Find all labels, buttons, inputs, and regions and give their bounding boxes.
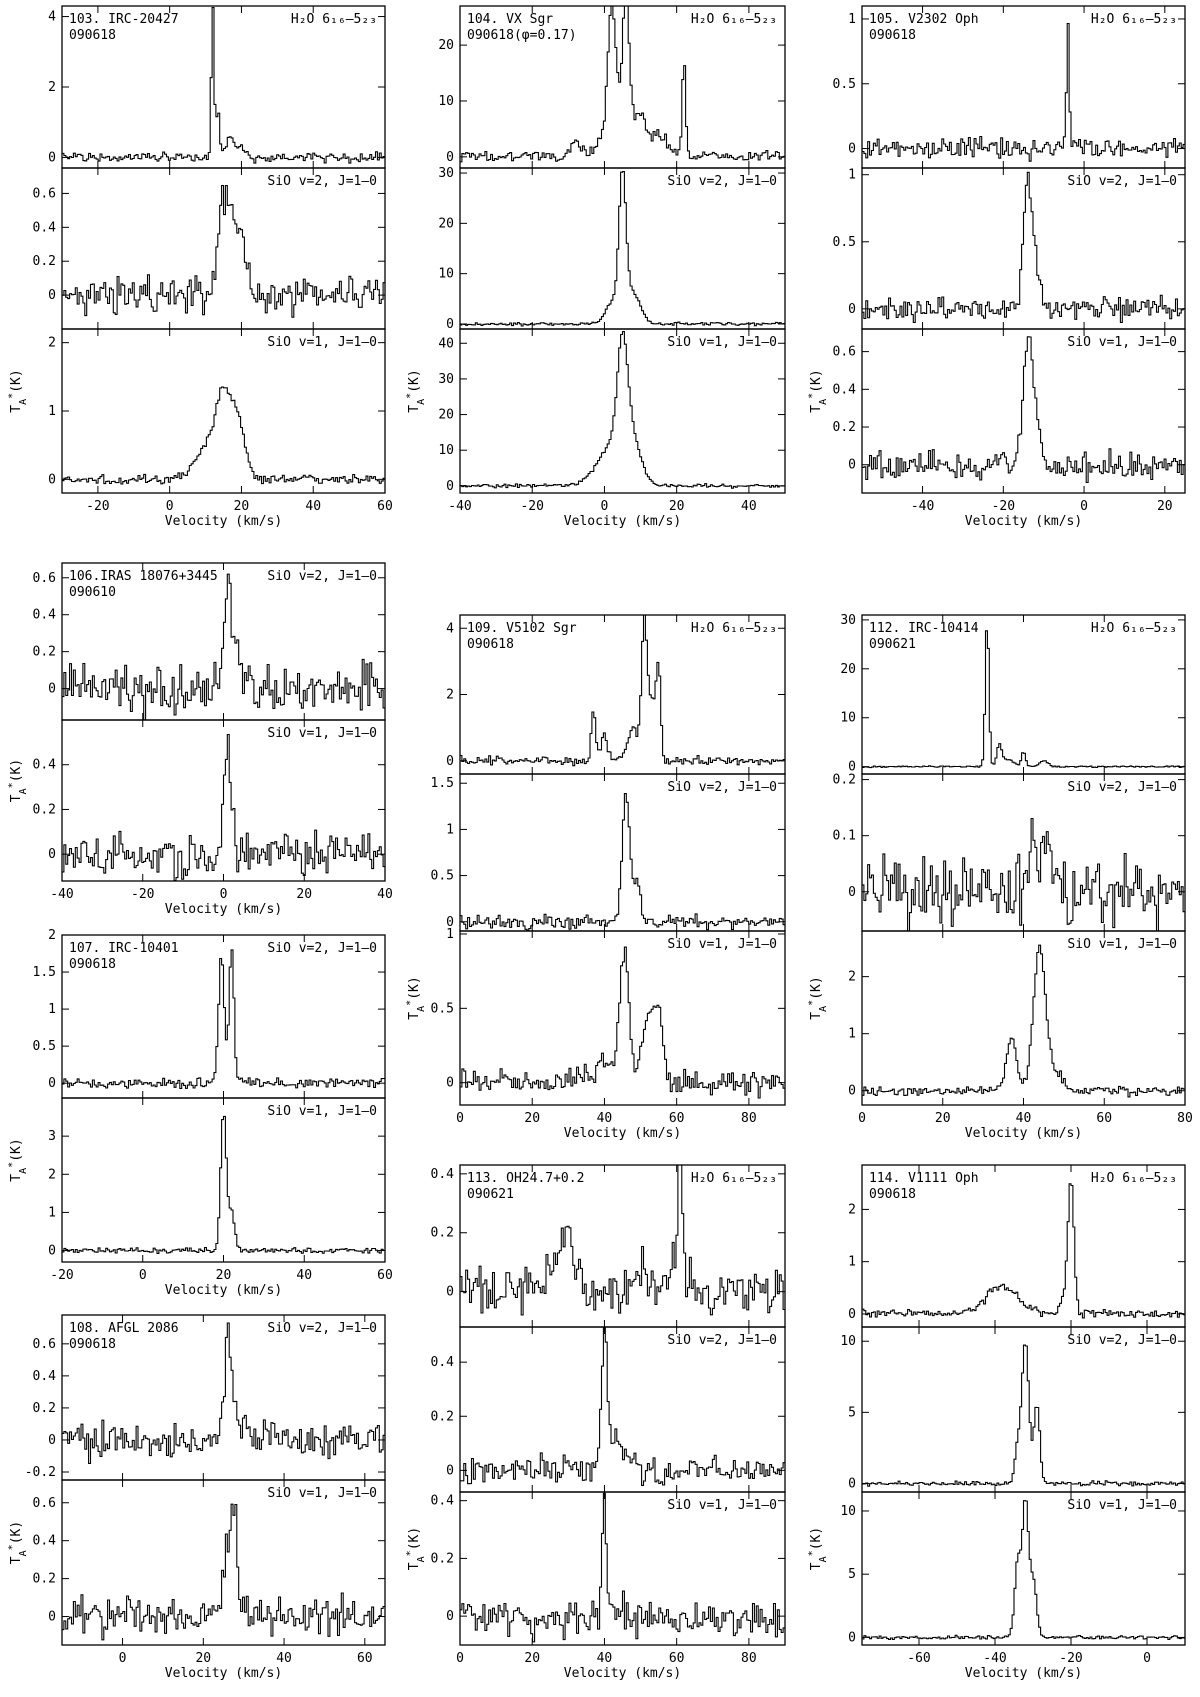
panel-113-1 (431, 1165, 785, 1327)
transition-label: H₂O 6₁₆–5₂₃ (1090, 621, 1177, 636)
spectrum-trace (460, 1327, 785, 1485)
observation-date: 090618 (869, 28, 916, 43)
y-tick-label: 0.6 (832, 344, 856, 360)
spectrum-trace (460, 332, 785, 489)
x-tick-label: 20 (524, 1651, 541, 1666)
y-tick-label: 0.1 (832, 828, 856, 844)
transition-label: SiO v=1, J=1–0 (667, 937, 777, 952)
transition-label: SiO v=1, J=1–0 (267, 1486, 377, 1501)
spectrum-trace (862, 24, 1185, 162)
x-axis-label: Velocity (km/s) (563, 1126, 682, 1141)
panel-105-2 (833, 168, 1185, 329)
spectrum-trace (460, 794, 785, 931)
panel-109-1 (446, 615, 785, 774)
y-tick-label: 2 (446, 687, 454, 703)
y-tick-label: 0 (446, 1075, 454, 1091)
source-name: 112. IRC-10414 (869, 621, 979, 636)
y-tick-label: 0.2 (430, 1551, 454, 1567)
spectrum-block-114 (807, 1165, 1186, 1681)
spectrum-trace (862, 172, 1185, 322)
transition-label: SiO v=2, J=1–0 (667, 780, 777, 795)
y-tick-label: 0 (446, 914, 454, 930)
y-tick-label: 0.2 (32, 254, 56, 270)
panel-103-2 (33, 168, 385, 329)
y-tick-label: 5 (848, 1567, 856, 1583)
x-tick-label: 80 (741, 1111, 757, 1126)
spectrum-trace (62, 1116, 385, 1253)
y-tick-label: -0.2 (24, 1464, 56, 1480)
y-tick-label: 30 (438, 166, 454, 182)
x-axis-label: Velocity (km/s) (164, 902, 283, 917)
x-tick-label: 0 (600, 499, 609, 514)
x-tick-label: 20 (195, 1651, 212, 1666)
y-tick-label: 0.2 (32, 644, 56, 660)
transition-label: H₂O 6₁₆–5₂₃ (1090, 1171, 1177, 1186)
x-tick-label: 20 (1156, 499, 1173, 514)
y-tick-label: 0 (446, 1284, 454, 1300)
x-tick-label: 20 (233, 499, 250, 514)
x-axis-label: Velocity (km/s) (164, 1666, 283, 1681)
spectrum-trace (460, 1493, 785, 1641)
y-tick-label: 1 (446, 822, 454, 838)
x-tick-label: 20 (296, 887, 313, 902)
x-tick-label: 20 (215, 1268, 232, 1283)
y-tick-label: 0 (446, 478, 454, 494)
y-tick-label: 0 (848, 759, 856, 775)
source-name: 109. V5102 Sgr (467, 621, 577, 636)
y-tick-label: 30 (840, 612, 856, 628)
x-tick-label: -20 (520, 499, 544, 514)
y-tick-label: 30 (438, 371, 454, 387)
observation-date: 090618 (869, 1187, 916, 1202)
panel-108-2 (33, 1480, 385, 1681)
panel-109-2 (431, 774, 785, 931)
spectrum-block-113 (405, 1165, 786, 1681)
y-tick-label: 1 (48, 404, 56, 419)
panel-106-2 (33, 720, 393, 917)
observation-date: 090618(φ=0.17) (467, 28, 577, 43)
y-tick-label: 0.4 (32, 1368, 56, 1384)
transition-label: SiO v=2, J=1–0 (1067, 780, 1177, 795)
source-name: 103. IRC-20427 (69, 12, 179, 27)
y-tick-label: 10 (840, 1503, 856, 1519)
source-name: 107. IRC-10401 (69, 941, 179, 956)
spectrum-block-103 (7, 6, 393, 529)
transition-label: SiO v=2, J=1–0 (667, 174, 777, 189)
y-tick-label: 0.4 (32, 1533, 56, 1549)
spectrum-trace (62, 1504, 385, 1640)
y-tick-label: 0.4 (430, 1493, 454, 1509)
y-tick-label: 0.5 (832, 234, 856, 250)
y-tick-label: 0 (848, 1083, 856, 1099)
y-tick-label: 2 (848, 1202, 856, 1218)
source-name: 105. V2302 Oph (869, 12, 979, 27)
x-tick-label: 80 (1177, 1111, 1193, 1126)
spectrum-trace (862, 1345, 1185, 1486)
y-tick-label: 10 (840, 710, 856, 726)
y-tick-label: 1 (446, 926, 454, 942)
panel-109-3 (431, 927, 785, 1141)
x-tick-label: 40 (296, 1268, 313, 1283)
spectrum-block-107 (7, 928, 393, 1298)
panel-frame (62, 1480, 385, 1645)
x-tick-label: 20 (668, 499, 685, 514)
y-tick-label: 3 (48, 1129, 56, 1145)
spectrum-trace (460, 172, 785, 326)
x-tick-label: 60 (668, 1651, 685, 1666)
y-axis-label: $T_A^*(K)$ (806, 369, 829, 413)
y-tick-label: 0 (848, 884, 856, 900)
panel-112-2 (833, 773, 1185, 931)
observation-date: 090618 (69, 28, 116, 43)
spectrum-block-108 (7, 1315, 386, 1681)
x-tick-label: 20 (524, 1111, 541, 1126)
y-tick-label: 0 (48, 288, 56, 304)
spectrum-trace (862, 1501, 1185, 1640)
x-tick-label: 0 (138, 1268, 147, 1283)
transition-label: H₂O 6₁₆–5₂₃ (690, 12, 777, 27)
y-tick-label: 2 (48, 80, 56, 95)
panel-frame (460, 1327, 785, 1492)
spectrum-block-109 (405, 615, 786, 1141)
panel-104-2 (438, 166, 785, 332)
y-tick-label: 40 (438, 336, 454, 352)
y-tick-label: 4 (446, 621, 454, 637)
y-tick-label: 0 (446, 149, 454, 165)
y-tick-label: 0 (48, 1432, 56, 1448)
x-tick-label: -60 (907, 1651, 931, 1666)
x-axis-label: Velocity (km/s) (964, 514, 1083, 529)
panel-103-1 (48, 6, 385, 168)
spectrum-trace (862, 1184, 1185, 1318)
panel-frame (460, 329, 785, 493)
transition-label: SiO v=2, J=1–0 (667, 1333, 777, 1348)
y-tick-label: 0 (48, 1243, 56, 1259)
y-tick-label: 4 (48, 9, 56, 25)
y-tick-label: 0 (848, 457, 856, 473)
transition-label: SiO v=2, J=1–0 (1067, 1333, 1177, 1348)
x-tick-label: 40 (305, 499, 322, 514)
transition-label: H₂O 6₁₆–5₂₃ (690, 621, 777, 636)
panel-114-2 (840, 1327, 1185, 1492)
y-tick-label: 0 (446, 753, 454, 769)
y-tick-label: 0 (848, 1630, 856, 1646)
x-tick-label: 60 (1096, 1111, 1113, 1126)
y-tick-label: 0.4 (32, 607, 56, 623)
y-tick-label: 1 (848, 1026, 856, 1042)
y-tick-label: 0 (848, 1476, 856, 1492)
y-tick-label: 0.4 (430, 1166, 454, 1182)
y-tick-label: 0.2 (32, 802, 56, 818)
x-tick-label: 0 (456, 1651, 464, 1666)
y-axis-label: $T_A^*(K)$ (6, 758, 29, 803)
x-tick-label: 0 (456, 1111, 464, 1126)
y-tick-label: 0 (446, 316, 454, 332)
y-tick-label: 0 (48, 472, 56, 488)
panel-105-1 (833, 6, 1185, 168)
transition-label: SiO v=2, J=1–0 (267, 569, 377, 584)
panel-frame (460, 168, 785, 329)
panel-114-1 (848, 1165, 1185, 1327)
y-axis-label: $T_A^*(K)$ (806, 1526, 829, 1571)
x-axis-label: Velocity (km/s) (164, 1283, 283, 1298)
y-tick-label: 0.4 (430, 1355, 454, 1371)
x-tick-label: 60 (377, 499, 393, 514)
y-axis-label: $T_A^*(K)$ (6, 369, 29, 413)
x-tick-label: -20 (50, 1268, 74, 1283)
x-tick-label: 0 (165, 499, 174, 514)
spectrum-block-105 (807, 6, 1186, 529)
panel-112-3 (848, 931, 1193, 1141)
y-tick-label: 0.4 (832, 382, 856, 398)
y-tick-label: 0.2 (832, 420, 856, 436)
y-tick-label: 0.2 (832, 772, 856, 788)
y-tick-label: 0.5 (430, 1001, 454, 1017)
observation-date: 090610 (69, 585, 116, 600)
y-tick-label: 1 (848, 11, 856, 27)
y-tick-label: 2 (48, 928, 56, 943)
y-tick-label: 0.5 (430, 868, 454, 884)
x-tick-label: 0 (219, 887, 228, 902)
panel-frame (62, 1098, 385, 1262)
y-tick-label: 10 (840, 1334, 856, 1350)
y-tick-label: 0.5 (832, 76, 856, 92)
x-tick-label: 0 (1143, 1651, 1151, 1666)
x-tick-label: 80 (741, 1651, 757, 1666)
x-tick-label: -40 (50, 887, 74, 902)
panel-frame (62, 329, 385, 493)
y-tick-label: 1.5 (32, 965, 56, 981)
y-tick-label: 0.4 (32, 757, 56, 773)
x-tick-label: 0 (1080, 499, 1088, 514)
spectrum-block-106 (7, 563, 393, 917)
y-tick-label: 0 (48, 1609, 56, 1625)
panel-frame (460, 1492, 785, 1645)
transition-label: SiO v=2, J=1–0 (267, 174, 377, 189)
y-tick-label: 0.2 (32, 1571, 56, 1587)
y-tick-label: 20 (840, 661, 856, 677)
y-tick-label: 1.5 (430, 776, 454, 792)
y-tick-label: 0.4 (32, 220, 56, 236)
spectrum-trace (62, 387, 385, 484)
x-tick-label: -20 (131, 887, 155, 902)
y-tick-label: 2 (48, 335, 56, 351)
spectrum-block-104 (405, 6, 786, 529)
y-tick-label: 0.5 (32, 1039, 56, 1055)
observation-date: 090618 (69, 957, 116, 972)
panel-106-1 (33, 563, 385, 720)
x-axis-label: Velocity (km/s) (964, 1666, 1083, 1681)
y-tick-label: 0.6 (32, 570, 56, 586)
spectrum-block-112 (807, 613, 1193, 1141)
x-tick-label: 40 (741, 499, 757, 514)
y-tick-label: 1 (48, 1002, 56, 1018)
transition-label: SiO v=1, J=1–0 (267, 1104, 377, 1119)
y-tick-label: 0 (848, 1306, 856, 1322)
panel-112-1 (840, 613, 1185, 775)
source-name: 108. AFGL 2086 (69, 1321, 179, 1336)
source-name: 104. VX Sgr (467, 12, 554, 27)
panel-105-3 (833, 329, 1185, 529)
transition-label: SiO v=2, J=1–0 (267, 941, 377, 956)
x-tick-label: 40 (276, 1651, 292, 1666)
y-tick-label: 0.2 (430, 1225, 454, 1241)
y-tick-label: 0 (446, 1609, 454, 1625)
transition-label: H₂O 6₁₆–5₂₃ (690, 1171, 777, 1186)
transition-label: SiO v=1, J=1–0 (1067, 1498, 1177, 1513)
source-name: 113. OH24.7+0.2 (467, 1171, 585, 1186)
x-tick-label: 0 (858, 1111, 866, 1126)
panel-104-3 (438, 329, 785, 529)
panel-114-3 (840, 1492, 1185, 1681)
y-axis-label: $T_A^*(K)$ (806, 976, 829, 1020)
x-tick-label: 0 (118, 1651, 127, 1666)
y-axis-label: $T_A^*(K)$ (404, 369, 427, 413)
panel-108-1 (25, 1315, 385, 1480)
transition-label: H₂O 6₁₆–5₂₃ (1090, 12, 1177, 27)
panel-104-1 (438, 6, 785, 168)
y-tick-label: 0.2 (32, 1400, 56, 1416)
y-tick-label: 0 (48, 847, 56, 863)
y-tick-label: 20 (438, 216, 454, 232)
spectrum-trace (862, 945, 1185, 1097)
x-tick-label: 40 (596, 1111, 613, 1126)
panel-107-1 (33, 928, 385, 1098)
x-tick-label: 60 (356, 1651, 373, 1666)
panel-103-3 (48, 329, 393, 529)
transition-label: SiO v=1, J=1–0 (267, 726, 377, 741)
spectrum-trace (862, 337, 1185, 483)
panel-113-2 (431, 1327, 785, 1492)
y-tick-label: 1 (48, 1205, 56, 1221)
x-tick-label: 40 (596, 1651, 613, 1666)
x-axis-label: Velocity (km/s) (164, 514, 283, 529)
y-tick-label: 0 (48, 1076, 56, 1092)
transition-label: SiO v=1, J=1–0 (1067, 937, 1177, 952)
observation-date: 090618 (69, 1337, 116, 1352)
y-tick-label: 0.2 (430, 1409, 454, 1425)
x-tick-label: 40 (1015, 1111, 1032, 1126)
y-tick-label: 1 (848, 167, 856, 183)
x-tick-label: -40 (448, 499, 472, 514)
y-axis-label: $T_A^*(K)$ (6, 1138, 29, 1182)
source-name: 114. V1111 Oph (869, 1171, 979, 1186)
x-tick-label: 40 (377, 887, 393, 902)
x-axis-label: Velocity (km/s) (563, 514, 682, 529)
observation-date: 090621 (869, 637, 916, 652)
y-tick-label: 10 (438, 93, 454, 109)
transition-label: SiO v=1, J=1–0 (1067, 335, 1177, 350)
x-tick-label: -40 (983, 1651, 1007, 1666)
x-axis-label: Velocity (km/s) (563, 1666, 682, 1681)
x-tick-label: -20 (991, 499, 1016, 514)
x-tick-label: 60 (377, 1268, 393, 1283)
y-tick-label: 0.6 (32, 1495, 56, 1511)
y-axis-label: $T_A^*(K)$ (404, 1526, 427, 1571)
y-tick-label: 0 (848, 301, 856, 317)
x-tick-label: 60 (668, 1111, 685, 1126)
transition-label: SiO v=1, J=1–0 (667, 335, 777, 350)
source-name: 106.IRAS 18076+3445 (69, 569, 218, 584)
y-tick-label: 0 (446, 1463, 454, 1479)
y-tick-label: 2 (48, 1167, 56, 1183)
transition-label: SiO v=2, J=1–0 (267, 1321, 377, 1336)
observation-date: 090621 (467, 1187, 514, 1202)
y-tick-label: 2 (848, 969, 856, 985)
y-tick-label: 20 (438, 38, 454, 54)
transition-label: SiO v=2, J=1–0 (1067, 174, 1177, 189)
panel-113-3 (431, 1492, 785, 1681)
x-tick-label: 20 (934, 1111, 951, 1126)
y-tick-label: 0 (848, 141, 856, 157)
y-axis-label: $T_A^*(K)$ (6, 1520, 29, 1565)
y-axis-label: $T_A^*(K)$ (404, 976, 427, 1020)
x-tick-label: -20 (1059, 1651, 1083, 1666)
spectrum-trace (62, 186, 385, 318)
transition-label: H₂O 6₁₆–5₂₃ (290, 12, 377, 27)
y-tick-label: 10 (438, 443, 454, 459)
panel-frame (862, 329, 1185, 493)
y-tick-label: 0 (48, 150, 56, 166)
transition-label: SiO v=1, J=1–0 (267, 335, 377, 350)
spectrum-trace (460, 947, 785, 1098)
observation-date: 090618 (467, 637, 514, 652)
spectrum-trace (862, 819, 1185, 932)
y-tick-label: 1 (848, 1254, 856, 1270)
y-tick-label: 0 (48, 681, 56, 697)
panel-frame (862, 774, 1185, 931)
spectrum-trace (62, 735, 385, 881)
y-tick-label: 0.6 (32, 1336, 56, 1352)
y-tick-label: 10 (438, 266, 454, 282)
transition-label: SiO v=1, J=1–0 (667, 1498, 777, 1513)
y-tick-label: 0.6 (32, 186, 56, 202)
x-axis-label: Velocity (km/s) (964, 1126, 1083, 1141)
panel-107-2 (48, 1098, 393, 1298)
y-tick-label: 5 (848, 1405, 856, 1421)
x-tick-label: -20 (86, 499, 110, 514)
y-tick-label: 20 (438, 407, 454, 423)
x-tick-label: -40 (910, 499, 935, 514)
